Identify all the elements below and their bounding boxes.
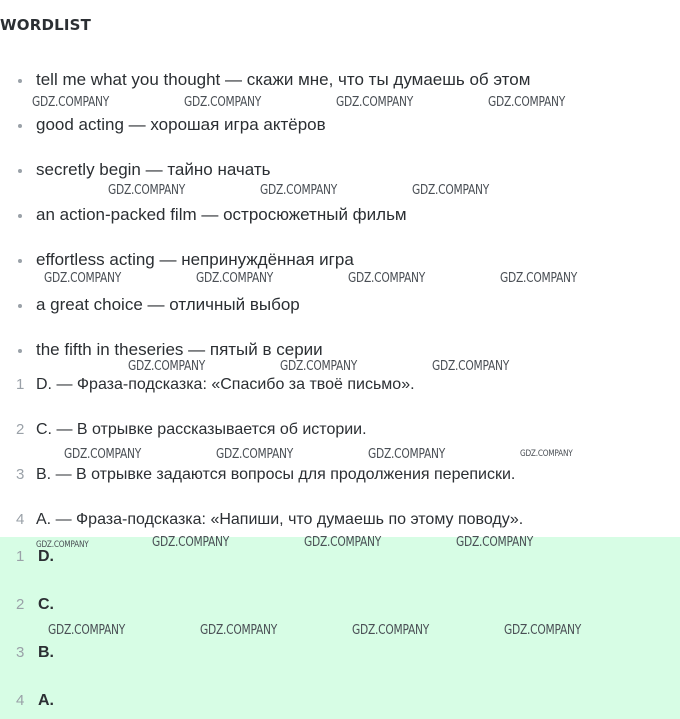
answer-number: 1	[16, 548, 25, 565]
watermark: GDZ.COMPANY	[260, 183, 338, 198]
bullet-icon	[18, 79, 22, 83]
watermark: GDZ.COMPANY	[488, 95, 566, 110]
bullet-icon	[18, 169, 22, 173]
watermark: GDZ.COMPANY	[200, 623, 278, 638]
watermark: GDZ.COMPANY	[368, 447, 446, 462]
watermark: GDZ.COMPANY	[352, 623, 430, 638]
answer-text: C. — В отрывке рассказывается об истории.	[36, 421, 367, 438]
answer-text: D. — Фраза-подсказка: «Спасибо за твоё письмо».	[36, 376, 415, 393]
watermark: GDZ.COMPANY	[412, 183, 490, 198]
answer-text: A. — Фраза-подсказка: «Напиши, что думаешь по этому поводу».	[36, 511, 524, 528]
answer-number: 3	[16, 466, 25, 483]
answer-number: 1	[16, 376, 25, 393]
bullet-icon	[18, 124, 22, 128]
answer-text: B.	[38, 644, 54, 661]
watermark: GDZ.COMPANY	[504, 623, 582, 638]
answer-number: 2	[16, 421, 25, 438]
wordlist-item: secretly begin — тайно начать	[36, 160, 271, 180]
watermark: GDZ.COMPANY	[348, 271, 426, 286]
watermark: GDZ.COMPANY	[336, 95, 414, 110]
watermark: GDZ.COMPANY	[280, 359, 358, 374]
wordlist-item: tell me what you thought — скажи мне, что ты думаешь об этом	[36, 70, 530, 90]
watermark: GDZ.COMPANY	[44, 271, 122, 286]
watermark: GDZ.COMPANY	[520, 449, 573, 459]
bullet-icon	[18, 259, 22, 263]
answer-number: 3	[16, 644, 25, 661]
watermark: GDZ.COMPANY	[108, 183, 186, 198]
watermark: GDZ.COMPANY	[456, 535, 534, 550]
watermark: GDZ.COMPANY	[500, 271, 578, 286]
watermark: GDZ.COMPANY	[36, 540, 89, 550]
bullet-icon	[18, 304, 22, 308]
wordlist-item: good acting — хорошая игра актёров	[36, 115, 326, 135]
answer-text: B. — В отрывке задаются вопросы для продолжения переписки.	[36, 466, 516, 483]
watermark: GDZ.COMPANY	[64, 447, 142, 462]
answer-number: 2	[16, 596, 25, 613]
answer-text: C.	[38, 596, 54, 613]
wordlist-item: the fifth in theseries — пятый в серии	[36, 340, 323, 360]
watermark: GDZ.COMPANY	[196, 271, 274, 286]
answer-number: 4	[16, 692, 25, 709]
answer-number: 4	[16, 511, 25, 528]
wordlist-item: an action-packed film — остросюжетный фильм	[36, 205, 407, 225]
watermark: GDZ.COMPANY	[152, 535, 230, 550]
bullet-icon	[18, 349, 22, 353]
watermark: GDZ.COMPANY	[128, 359, 206, 374]
watermark: GDZ.COMPANY	[48, 623, 126, 638]
bullet-icon	[18, 214, 22, 218]
watermark: GDZ.COMPANY	[216, 447, 294, 462]
answer-text: A.	[38, 692, 54, 709]
wordlist-item: a great choice — отличный выбор	[36, 295, 300, 315]
wordlist-heading: WORDLIST	[0, 16, 92, 34]
watermark: GDZ.COMPANY	[184, 95, 262, 110]
answer-text: D.	[38, 548, 54, 565]
wordlist-item: effortless acting — непринуждённая игра	[36, 250, 354, 270]
watermark: GDZ.COMPANY	[432, 359, 510, 374]
watermark: GDZ.COMPANY	[304, 535, 382, 550]
watermark: GDZ.COMPANY	[32, 95, 110, 110]
